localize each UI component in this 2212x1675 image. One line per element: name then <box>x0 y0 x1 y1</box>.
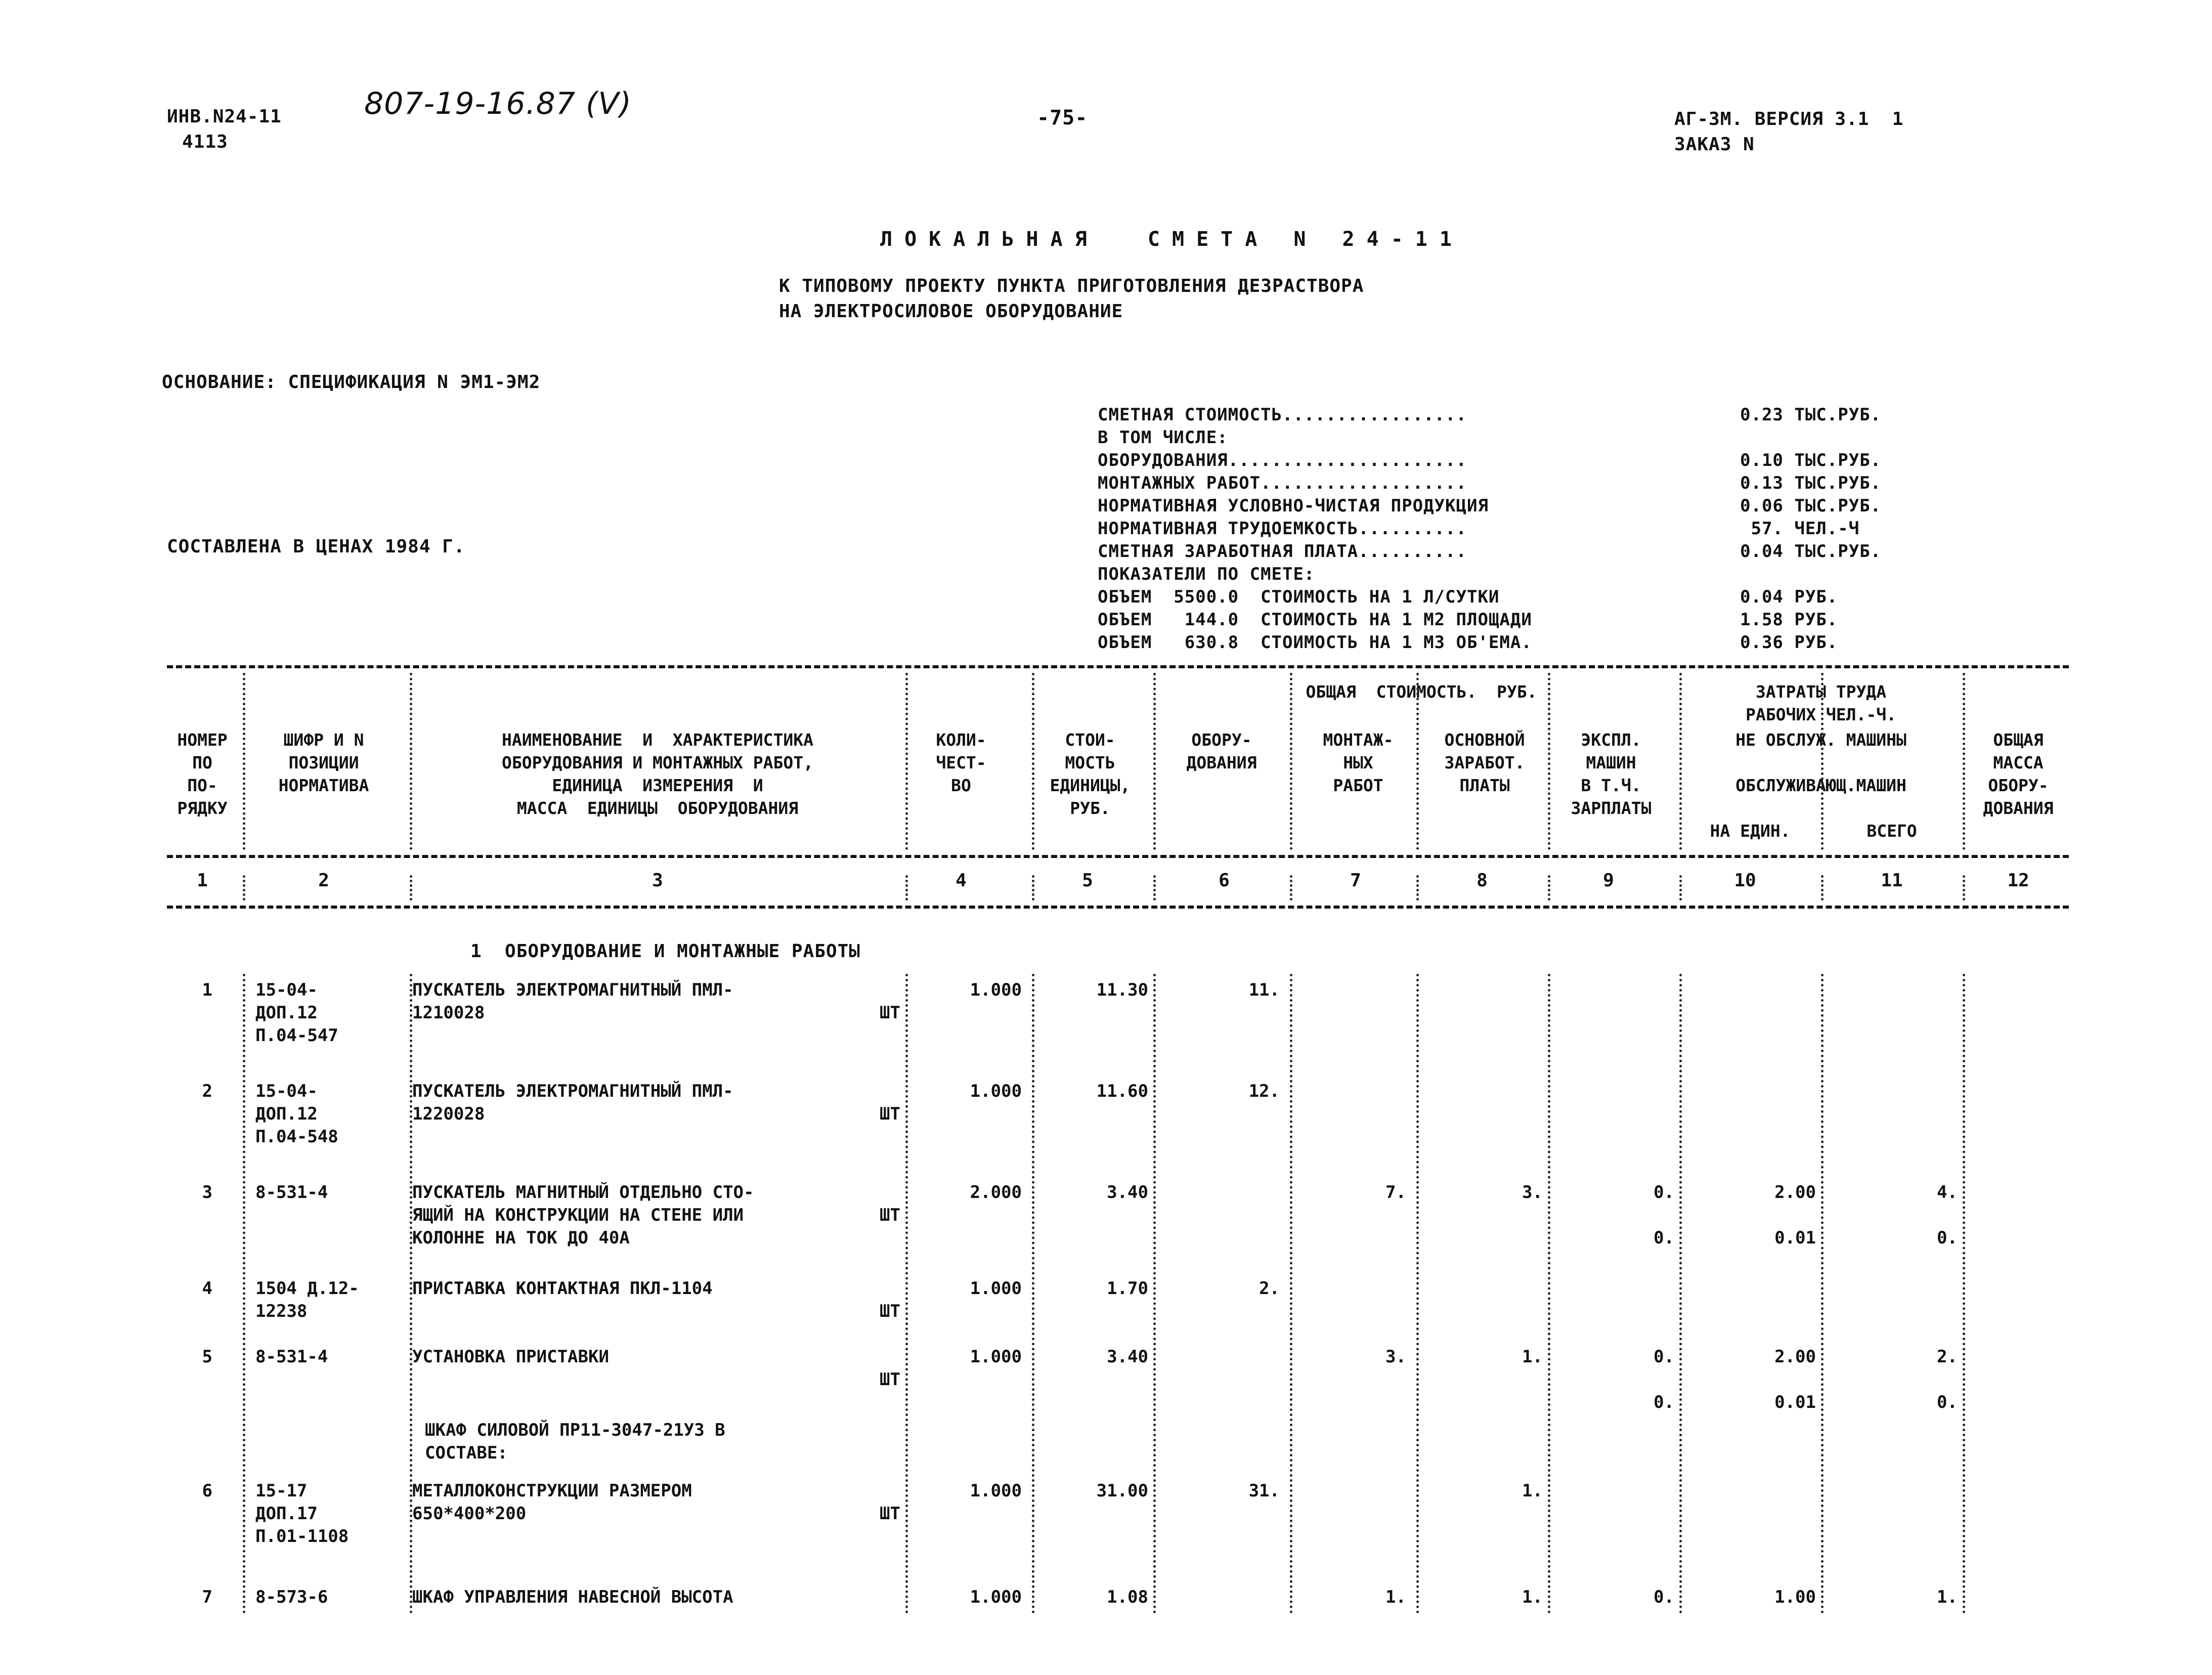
row-equipment-cost: 12. <box>1248 1081 1280 1101</box>
row-number: 2 <box>202 1081 212 1101</box>
row-quantity: 1.000 <box>970 1481 1022 1501</box>
summary-value: 0.23 ТЫС.РУБ. <box>1740 405 1882 425</box>
column-separator <box>1290 974 1292 1614</box>
row-name: ПУСКАТЕЛЬ ЭЛЕКТРОМАГНИТНЫЙ ПМЛ- 1220028 <box>412 1081 733 1124</box>
row-labor-per-unit: 2.00 <box>1774 1182 1816 1202</box>
column-separator <box>1416 974 1419 1614</box>
rule-colnums-bottom <box>167 906 2069 909</box>
summary-value: 0.04 ТЫС.РУБ. <box>1740 541 1882 562</box>
rule-top <box>167 665 2069 668</box>
row-name: ПУСКАТЕЛЬ ЭЛЕКТРОМАГНИТНЫЙ ПМЛ- 1210028 <box>412 980 733 1023</box>
row-mounting-cost: 1. <box>1385 1587 1406 1607</box>
row-machine-cost: 0. <box>1654 1587 1674 1607</box>
header-unit-cost: СТОИ- МОСТЬ ЕДИНИЦЫ, РУБ. <box>1050 730 1131 818</box>
summary-label: МОНТАЖНЫХ РАБОТ................... <box>1098 473 1467 493</box>
row-unit-price: 1.08 <box>1107 1587 1148 1607</box>
header-total-cost-group: ОБЩАЯ СТОИМОСТЬ. РУБ. <box>1306 682 1537 702</box>
column-separator <box>243 875 245 900</box>
column-number: 5 <box>1082 870 1093 891</box>
column-number: 2 <box>318 870 329 891</box>
column-number: 11 <box>1881 870 1903 891</box>
row-labor-per-unit: 1.00 <box>1774 1587 1816 1607</box>
header-base-wage: ОСНОВНОЙ ЗАРАБОТ. ПЛАТЫ <box>1444 730 1525 795</box>
summary-value: 0.36 РУБ. <box>1740 632 1838 653</box>
column-separator <box>1416 673 1419 850</box>
column-separator <box>243 974 245 1614</box>
column-separator <box>410 974 412 1614</box>
column-number: 10 <box>1734 870 1756 891</box>
row-mounting-cost: 3. <box>1385 1347 1406 1367</box>
column-separator <box>1679 673 1682 850</box>
summary-label: ОБЪЕМ 630.8 СТОИМОСТЬ НА 1 М3 ОБ'ЕМА. <box>1098 632 1532 653</box>
summary-value: 0.10 ТЫС.РУБ. <box>1740 450 1882 470</box>
prices-line: СОСТАВЛЕНА В ЦЕНАХ 1984 Г. <box>167 536 465 557</box>
summary-label: СМЕТНАЯ ЗАРАБОТНАЯ ПЛАТА.......... <box>1098 541 1467 562</box>
row-labor-per-unit-2: 0.01 <box>1774 1392 1816 1412</box>
row-quantity: 1.000 <box>970 1081 1022 1101</box>
summary-value: 0.04 РУБ. <box>1740 587 1838 607</box>
row-number: 1 <box>202 980 212 1000</box>
column-separator <box>1290 875 1292 900</box>
summary-value: 57. ЧЕЛ.-Ч <box>1740 519 1860 539</box>
row-name: МЕТАЛЛОКОНСТРУКЦИИ РАЗМЕРОМ 650*400*200 <box>412 1481 692 1524</box>
row-number: 6 <box>202 1481 212 1501</box>
row-equipment-cost: 11. <box>1248 980 1280 1000</box>
row-machine-cost: 0. <box>1654 1347 1674 1367</box>
summary-value: 1.58 РУБ. <box>1740 610 1838 630</box>
row-labor-per-unit: 2.00 <box>1774 1347 1816 1367</box>
row-code: 1504 Д.12- 12238 <box>255 1278 359 1321</box>
row-quantity: 2.000 <box>970 1182 1022 1202</box>
section-title: 1 ОБОРУДОВАНИЕ И МОНТАЖНЫЕ РАБОТЫ <box>470 941 860 962</box>
row-name: УСТАНОВКА ПРИСТАВКИ <box>412 1347 609 1367</box>
row-labor-total: 4. <box>1937 1182 1958 1202</box>
row-unit: ШТ <box>880 1104 900 1124</box>
column-separator <box>1153 673 1156 850</box>
summary-label: В ТОМ ЧИСЛЕ: <box>1098 427 1228 448</box>
row-mounting-cost: 7. <box>1385 1182 1406 1202</box>
column-separator <box>1032 673 1034 850</box>
row-code: 15-04- ДОП.12 П.04-547 <box>255 980 338 1046</box>
row-name: ШКАФ СИЛОВОЙ ПР11-3047-21У3 В СОСТАВЕ: <box>425 1420 725 1463</box>
column-separator <box>905 875 908 900</box>
row-unit: ШТ <box>880 1301 900 1321</box>
inventory-subnumber: 4113 <box>182 132 228 152</box>
row-labor-total-2: 0. <box>1937 1392 1958 1412</box>
row-number: 3 <box>202 1182 212 1202</box>
row-unit-price: 11.30 <box>1096 980 1148 1000</box>
column-separator <box>1290 673 1292 850</box>
column-separator <box>1821 875 1824 900</box>
column-separator <box>410 875 412 900</box>
header-row-number: НОМЕР ПО ПО- РЯДКУ <box>177 730 228 818</box>
column-separator <box>1032 974 1034 1614</box>
document-subtitle-2: НА ЭЛЕКТРОСИЛОВОЕ ОБОРУДОВАНИЕ <box>779 301 1123 322</box>
summary-label: ОБОРУДОВАНИЯ...................... <box>1098 450 1467 470</box>
inventory-number: ИНВ.N24-11 <box>167 106 282 127</box>
header-name: НАИМЕНОВАНИЕ И ХАРАКТЕРИСТИКА ОБОРУДОВАНИЯ И МОНТАЖНЫХ РАБОТ, ЕДИНИЦА ИЗМЕРЕНИЯ И МАССА ЕДИНИЦЫ ОБОРУДОВАНИЯ <box>502 730 813 818</box>
summary-label: НОРМАТИВНАЯ УСЛОВНО-ЧИСТАЯ ПРОДУКЦИЯ <box>1098 496 1489 516</box>
column-separator <box>1679 974 1682 1614</box>
row-number: 4 <box>202 1278 212 1299</box>
row-unit-price: 3.40 <box>1107 1182 1148 1202</box>
header-code: ШИФР И N ПОЗИЦИИ НОРМАТИВА <box>278 730 369 795</box>
row-equipment-cost: 2. <box>1259 1278 1280 1299</box>
row-unit: ШТ <box>880 1003 900 1023</box>
column-separator <box>1963 974 1965 1614</box>
summary-value: 0.06 ТЫС.РУБ. <box>1740 496 1882 516</box>
column-number: 8 <box>1477 870 1488 891</box>
project-code-handwritten: 807-19-16.87 (Ⅴ) <box>364 86 632 121</box>
column-separator <box>1153 875 1156 900</box>
header-total: ВСЕГО <box>1867 821 1917 841</box>
row-code: 8-573-6 <box>255 1587 328 1607</box>
column-separator <box>1679 875 1682 900</box>
column-number: 4 <box>956 870 967 891</box>
column-separator <box>243 673 245 850</box>
row-code: 8-531-4 <box>255 1347 328 1367</box>
document-subtitle-1: К ТИПОВОМУ ПРОЕКТУ ПУНКТА ПРИГОТОВЛЕНИЯ ДЕЗРАСТВОРА <box>779 276 1364 296</box>
row-number: 5 <box>202 1347 212 1367</box>
column-separator <box>1821 974 1824 1614</box>
row-unit-price: 31.00 <box>1096 1481 1148 1501</box>
row-code: 8-531-4 <box>255 1182 328 1202</box>
column-number: 6 <box>1219 870 1230 891</box>
row-unit-price: 3.40 <box>1107 1347 1148 1367</box>
row-unit: ШТ <box>880 1369 900 1390</box>
row-code: 15-04- ДОП.12 П.04-548 <box>255 1081 338 1147</box>
column-separator <box>1416 875 1419 900</box>
column-separator <box>1821 673 1824 850</box>
summary-label: ПОКАЗАТЕЛИ ПО СМЕТЕ: <box>1098 564 1315 584</box>
column-separator <box>1153 974 1156 1614</box>
column-separator <box>1548 974 1550 1614</box>
row-labor-total-2: 0. <box>1937 1228 1958 1248</box>
summary-label: ОБЪЕМ 5500.0 СТОИМОСТЬ НА 1 Л/СУТКИ <box>1098 587 1500 607</box>
column-separator <box>410 673 412 850</box>
row-labor-total: 2. <box>1937 1347 1958 1367</box>
column-separator <box>1548 875 1550 900</box>
header-equipment: ОБОРУ- ДОВАНИЯ <box>1186 730 1257 772</box>
basis-line: ОСНОВАНИЕ: СПЕЦИФИКАЦИЯ N ЭМ1-ЭМ2 <box>162 372 541 393</box>
header-mounting: МОНТАЖ- НЫХ РАБОТ <box>1323 730 1394 795</box>
row-wage: 1. <box>1522 1587 1543 1607</box>
column-number: 9 <box>1603 870 1614 891</box>
header-labor-machine: ОБСЛУЖИВАЮЩ.МАШИН <box>1736 776 1906 795</box>
row-name: ПУСКАТЕЛЬ МАГНИТНЫЙ ОТДЕЛЬНО СТО- ЯЩИЙ НА КОНСТРУКЦИИ НА СТЕНЕ ИЛИ КОЛОННЕ НА ТОК ДО 40А <box>412 1182 754 1248</box>
row-unit: ШТ <box>880 1205 900 1225</box>
header-machine-operation: ЭКСПЛ. МАШИН В Т.Ч. ЗАРПЛАТЫ <box>1571 730 1652 818</box>
row-wage: 1. <box>1522 1481 1543 1501</box>
page-number: -75- <box>1037 106 1088 130</box>
summary-label: ОБЪЕМ 144.0 СТОИМОСТЬ НА 1 М2 ПЛОЩАДИ <box>1098 610 1532 630</box>
row-machine-cost-2: 0. <box>1654 1392 1674 1412</box>
summary-value: 0.13 ТЫС.РУБ. <box>1740 473 1882 493</box>
header-total-mass: ОБЩАЯ МАССА ОБОРУ- ДОВАНИЯ <box>1983 730 2054 818</box>
row-unit: ШТ <box>880 1504 900 1524</box>
row-wage: 1. <box>1522 1347 1543 1367</box>
header-labor-non-machine: НЕ ОБСЛУЖ. МАШИНЫ <box>1736 730 1906 750</box>
row-labor-total: 1. <box>1937 1587 1958 1607</box>
header-quantity: КОЛИ- ЧЕСТ- ВО <box>936 730 986 795</box>
column-separator <box>1963 875 1965 900</box>
document-title: ЛОКАЛЬНАЯ СМЕТА N 24-11 <box>880 228 1464 251</box>
row-machine-cost: 0. <box>1654 1182 1674 1202</box>
row-quantity: 1.000 <box>970 980 1022 1000</box>
order-line: ЗАКАЗ N <box>1674 134 1755 155</box>
column-separator <box>1032 875 1034 900</box>
summary-label: НОРМАТИВНАЯ ТРУДОЕМКОСТЬ.......... <box>1098 519 1467 539</box>
row-code: 15-17 ДОП.17 П.01-1108 <box>255 1481 349 1547</box>
version-line: АГ-3М. ВЕРСИЯ 3.1 1 <box>1674 109 1904 130</box>
row-name: ШКАФ УПРАВЛЕНИЯ НАВЕСНОЙ ВЫСОТА <box>412 1587 733 1607</box>
row-unit-price: 11.60 <box>1096 1081 1148 1101</box>
row-name: ПРИСТАВКА КОНТАКТНАЯ ПКЛ-1104 <box>412 1278 713 1299</box>
column-separator <box>1548 673 1550 850</box>
column-separator <box>905 974 908 1614</box>
row-quantity: 1.000 <box>970 1347 1022 1367</box>
row-quantity: 1.000 <box>970 1278 1022 1299</box>
row-number: 7 <box>202 1587 212 1607</box>
header-labor-group: ЗАТРАТЫ ТРУДА РАБОЧИХ ЧЕЛ.-Ч. <box>1745 682 1896 724</box>
row-equipment-cost: 31. <box>1248 1481 1280 1501</box>
column-number: 1 <box>197 870 208 891</box>
rule-header-bottom <box>167 855 2069 858</box>
column-number: 3 <box>652 870 663 891</box>
column-separator <box>905 673 908 850</box>
summary-label: СМЕТНАЯ СТОИМОСТЬ................. <box>1098 405 1467 425</box>
column-separator <box>1963 673 1965 850</box>
row-machine-cost-2: 0. <box>1654 1228 1674 1248</box>
header-per-unit: НА ЕДИН. <box>1710 821 1791 841</box>
column-number: 7 <box>1350 870 1361 891</box>
row-labor-per-unit-2: 0.01 <box>1774 1228 1816 1248</box>
row-unit-price: 1.70 <box>1107 1278 1148 1299</box>
column-number: 12 <box>2007 870 2029 891</box>
row-wage: 3. <box>1522 1182 1543 1202</box>
row-quantity: 1.000 <box>970 1587 1022 1607</box>
